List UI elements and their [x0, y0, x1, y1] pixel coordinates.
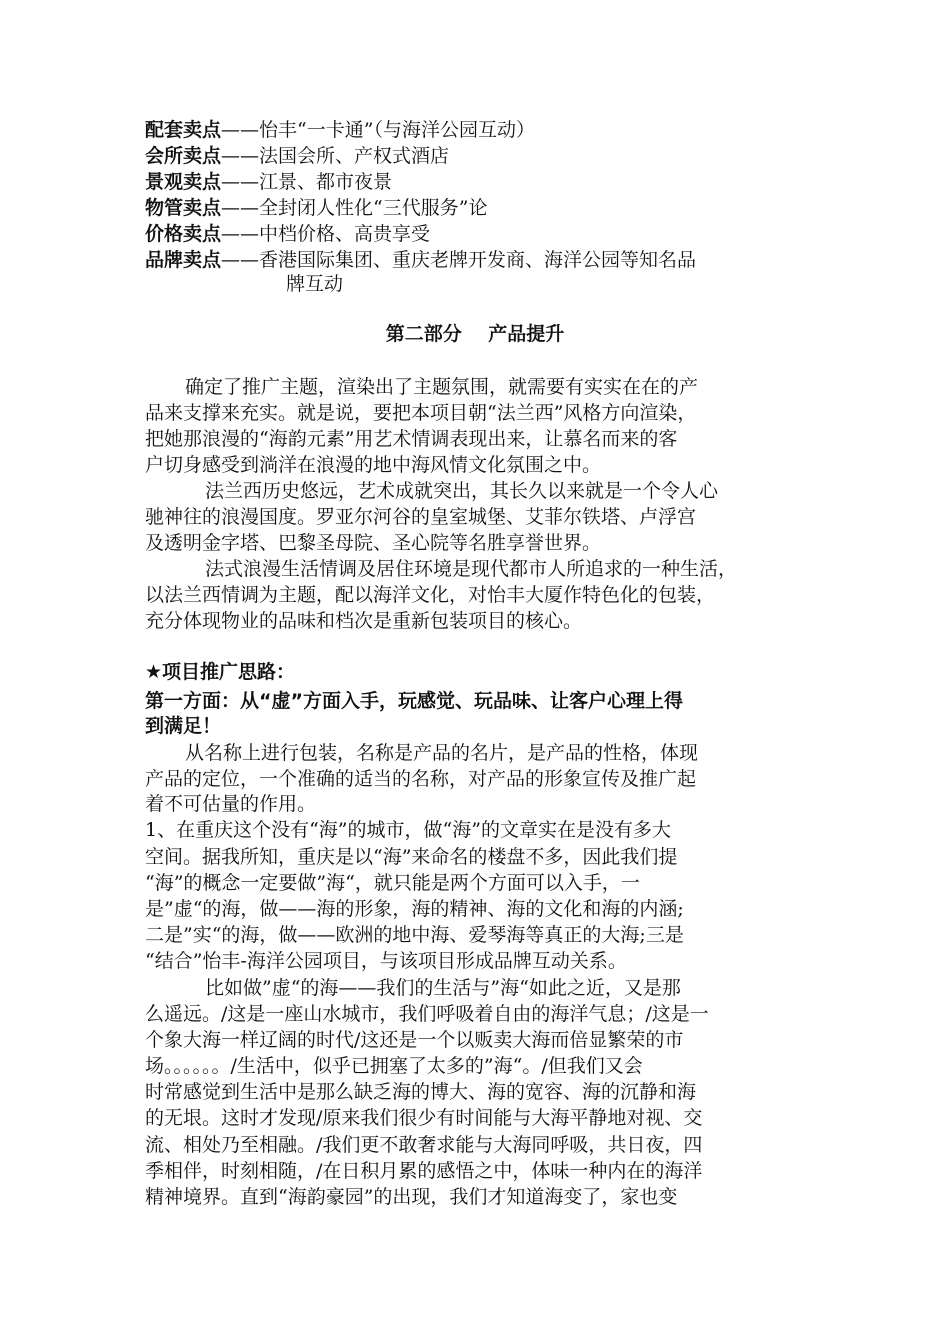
selling-point-label: 配套卖点	[145, 119, 222, 141]
selling-point-text: ——怡丰“一卡通”（与海洋公园互动）	[221, 119, 535, 141]
paragraph-line: 从名称上进行包装，名称是产品的名片，是产品的性格，体现	[185, 742, 699, 764]
aspect-heading-line: 第一方面：从“虚”方面入手，玩感觉、玩品味、让客户心理上得	[145, 690, 683, 712]
paragraph-line: 场。。。。。。/生活中，似乎已拥塞了太多的”海“。/但我们又会	[145, 1055, 643, 1077]
selling-point-label: 景观卖点	[145, 171, 222, 193]
selling-point-label: 会所卖点	[145, 145, 222, 167]
paragraph-line: 流、相处乃至相融。/我们更不敢奢求能与大海同呼吸，共日夜，四	[145, 1134, 703, 1156]
selling-point-row	[145, 222, 430, 246]
paragraph-line: 空间。据我所知，重庆是以“海”来命名的楼盘不多，因此我们提	[145, 846, 678, 868]
paragraph-line: 季相伴，时刻相随，/在日积月累的感悟之中，体味一种内在的海洋	[145, 1160, 703, 1182]
selling-point-continuation: 牌互动	[286, 273, 344, 295]
selling-point-label: 物管卖点	[145, 197, 222, 219]
paragraph-line: 的无垠。这时才发现/原来我们很少有时间能与大海平静地对视、交	[145, 1107, 703, 1129]
paragraph-line: 法式浪漫生活情调及居住环境是现代都市人所追求的一种生活，	[205, 558, 738, 580]
selling-point-text: ——香港国际集团、重庆老牌开发商、海洋公园等知名品	[221, 249, 697, 271]
selling-point-text: ——中档价格、高贵享受	[221, 223, 431, 245]
paragraph-line: 么遥远。/这是一座山水城市，我们呼吸着自由的海洋气息；/这是一	[145, 1003, 709, 1025]
selling-point-label: 价格卖点	[145, 223, 222, 245]
paragraph-line: 个象大海一样辽阔的时代/这还是一个以贩卖大海而倍显繁荣的市	[145, 1029, 684, 1051]
paragraph-line: 及透明金字塔、巴黎圣母院、圣心院等名胜享誉世界。	[145, 532, 602, 554]
paragraph-line: 把她那浪漫的“海韵元素”用艺术情调表现出来，让慕名而来的客	[145, 428, 678, 450]
paragraph-line: 着不可估量的作用。	[145, 793, 317, 815]
paragraph-line: 法兰西历史悠远，艺术成就突出，其长久以来就是一个令人心	[205, 480, 719, 502]
aspect-heading-line: 到满足！	[145, 715, 222, 737]
paragraph-line: 户切身感受到淌洋在浪漫的地中海风情文化氛围之中。	[145, 454, 602, 476]
selling-point-row	[145, 144, 449, 168]
selling-point-row	[145, 248, 696, 272]
paragraph-line: 是”虚“的海，做——海的形象，海的精神、海的文化和海的内涵;	[145, 898, 684, 920]
paragraph-line: 以法兰西情调为主题，配以海洋文化，对怡丰大厦作特色化的包装，	[145, 584, 716, 606]
paragraph-line: 时常感觉到生活中是那么缺乏海的博大、海的宽容、海的沉静和海	[145, 1081, 697, 1103]
ideas-heading: ★项目推广思路：	[145, 661, 296, 683]
section-title: 第二部分 产品提升	[385, 323, 565, 345]
selling-point-label: 品牌卖点	[145, 249, 222, 271]
paragraph-line: “海”的概念一定要做”海“，就只能是两个方面可以入手，一	[145, 872, 640, 894]
selling-point-text: ——江景、都市夜景	[221, 171, 393, 193]
selling-point-text: ——全封闭人性化“三代服务”论	[221, 197, 488, 219]
paragraph-line: 1、在重庆这个没有“海”的城市，做“海”的文章实在是没有多大	[145, 819, 671, 841]
paragraph-line: 二是”实“的海，做——欧洲的地中海、爱琴海等真正的大海;三是	[145, 924, 684, 946]
selling-point-row	[145, 196, 487, 220]
paragraph-line: “结合”怡丰-海洋公园项目，与该项目形成品牌互动关系。	[145, 950, 627, 972]
paragraph-line: 充分体现物业的品味和档次是重新包装项目的核心。	[145, 610, 583, 632]
selling-point-row	[145, 118, 535, 142]
selling-point-text: ——法国会所、产权式酒店	[221, 145, 450, 167]
paragraph-line: 产品的定位，一个准确的适当的名称，对产品的形象宣传及推广起	[145, 768, 697, 790]
paragraph-line: 驰神往的浪漫国度。罗亚尔河谷的皇室城堡、艾菲尔铁塔、卢浮宫	[145, 506, 697, 528]
paragraph-line: 比如做”虚“的海——我们的生活与”海“如此之近，又是那	[205, 977, 681, 999]
selling-point-row	[145, 170, 392, 194]
paragraph-line: 精神境界。直到“海韵豪园”的出现，我们才知道海变了，家也变	[145, 1186, 678, 1208]
paragraph-line: 品来支撑来充实。就是说，要把本项目朝“法兰西”风格方向渲染，	[145, 402, 697, 424]
paragraph-line: 确定了推广主题，渲染出了主题氛围，就需要有实实在在的产	[185, 376, 699, 398]
